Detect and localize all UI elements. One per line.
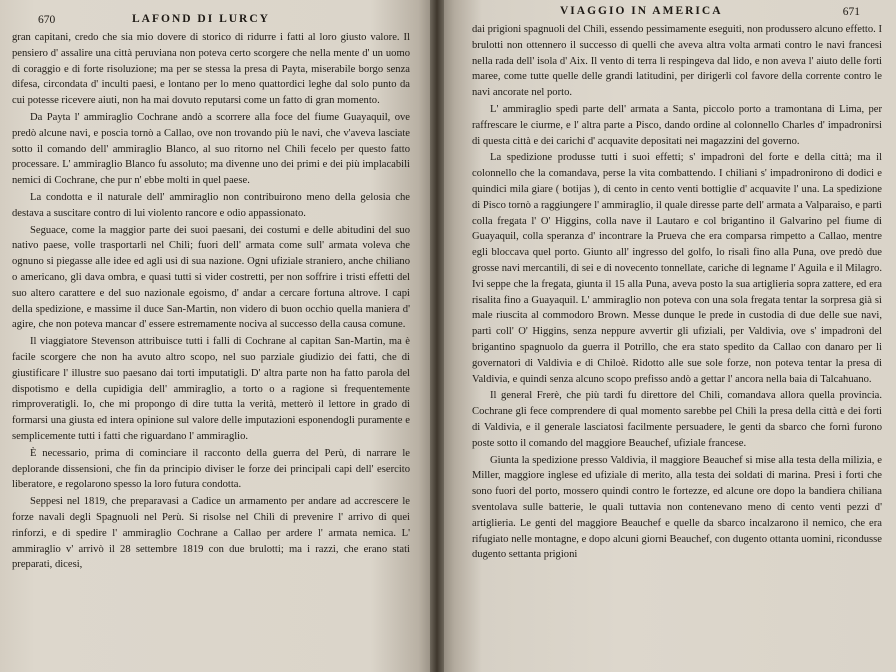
paragraph: Giunta la spedizione presso Valdivia, il maggiore Beauchef si mise alla testa della milizia, e Miller, maggiore inglese ed ufiziale di merito, alla testa dei soldati di marina. Presi i forti che sono fuori del porto, mossero quindi contro le fortezze, ed alcune ore dopo la bandiera chiliana sventolava sulle batterie, le quali tuttavia non contenevano meno di cento venti pezzi d' artiglieria. Le genti del maggiore Beauchef e quelle da sbarco incalzarono il nemico, che era rifugiato nelle montagne, e dopo alcuni giorni Beauchef, con dugento ottanta uomini, ricondusse dugento settanta prigioni bbox=[472, 454, 882, 561]
left-page-header bbox=[8, 10, 412, 30]
right-running-title: VIAGGIO IN AMERICA bbox=[560, 5, 723, 17]
right-page-body bbox=[472, 22, 888, 563]
paragraph: Da Payta l' ammiraglio Cochrane andò a scorrere alla foce del fiume Guayaquil, ove predò alcune navi, e poscia tornò a Callao, ove non trovando più le navi, che v'aveva lasciate sotto il comando dell' ammiraglio Blanco, al suo ritorno nel Chilì fecelo per questo fatto processare. L' ammiraglio Blanco fu assoluto; ma divenne uno dei primi e dei più implacabili nemici di Cochrane, che pur n' ebbe molti in quel paese. bbox=[12, 111, 410, 187]
paragraph: dai prigioni spagnuoli del Chilì, essendo pessimamente eseguiti, non produssero alcuno effetto. I brulotti non ottennero il successo di quelli che aveva altra volta armati contro le navi francesi nella rada dell' isola d' Aix. Il vento di terra li respingeva dal lido, e non aveva l' aiuto delle forti maree, come tutte quelle delle grandi latitudini, per dirigerli col favore della corrente contro le navi ancorate nel porto. bbox=[472, 24, 882, 99]
paragraph: La condotta e il naturale dell' ammiraglio non contribuirono meno della gelosia che destava a suscitare contro di lui violento rancore e odio appassionato. bbox=[12, 191, 410, 219]
paragraph: Seppesi nel 1819, che preparavasi a Cadice un armamento per andare ad accrescere le forze navali degli Spagnuoli nel Perù. Si risolse nel Chilì di prevenire l' arrivo di quei rinforzi, e di spedire l' ammiraglio Cochrane a Callao per ardere l' armata nemica. L' ammiraglio v' arrivò il 28 settembre 1819 con due brulotti; ma i razzi, che erano stati preparati, dicesi, bbox=[12, 496, 410, 571]
left-page-body bbox=[8, 30, 412, 573]
paragraph: gran capitani, credo che sia mio dovere di storico di ridurre i fatti al loro giusto valore. Il pensiero d' assalire una città peruviana non poteva certo scorgere che nella mente d' un uomo di coraggio e di forte risoluzione; ma per se stessa la presa di Payta, miserabile borgo senza difesa, circondata d' inculti paesi, e lontano per lo meno quattordici leghe dal solo punto da cui potesse ricevere aiuti, non ha mai dovuto reputarsi come un fatto di gran momento. bbox=[12, 32, 410, 107]
left-page-number: 670 bbox=[38, 14, 56, 26]
right-page-header bbox=[472, 2, 888, 22]
paragraph: Seguace, come la maggior parte dei suoi paesani, dei costumi e delle abitudini del suo nativo paese, volle trasportarli nel Chilì; fuori dell' armata come sull' armata voleva che ognuno si piegasse alle idee ed agli usi di sua nazione. Ogni ufiziale straniero, anche chiliano o americano, gli dava ombra, e quasi tutti si vider costretti, per non soffrire i tristi effetti del suo altero carattere e del suo nazionale egoismo, d' andar a cercare fortuna altrove. I capi della spedizione, e massime il duce San-Martin, non videro di buon occhio quella maniera d' agire, che non poteva mancar d' essere estremamente nociva al successo della causa comune. bbox=[12, 224, 410, 331]
left-running-title: LAFOND DI LURCY bbox=[132, 13, 270, 25]
book-gutter bbox=[430, 0, 444, 672]
right-page-number: 671 bbox=[842, 6, 860, 18]
right-page bbox=[436, 0, 896, 672]
paragraph: È necessario, prima di cominciare il racconto della guerra del Perù, di narrare le deplorande dissensioni, che fin da principio diviser le forze dei principali capi dell' esercito liberatore, e regolarono spesso la loro futura condotta. bbox=[12, 447, 410, 491]
paragraph: La spedizione produsse tutti i suoi effetti; s' impadronì del forte e della città; ma il colonnello che la comandava, perse la vita combattendo. I chiliani s' impadronirono di dodici e quindici mila giare ( botijas ), di cento in cento venti bottiglie d' acquavite l' una. La spedizione di Pisco tornò a raggiungere l' ammiraglio, il quale diresse parte dell' armata a Valparaiso, e partì colla fregata l' O' Higgins, colla nave il Lautaro e col brigantino il Galvarino pel fiume di Guayaquil, colla speranza d' incontrare la Prueva che era comparsa rimpetto a Callao, mentre egli bloccava quel porto. Giunto all' ingresso del golfo, lo risalì fino alla Puna, ove predò due grosse navi mercantili, di sei e di novecento tonnellate, cariche di legname l' Aguila e il Milagro. Ivi seppe che la fregata, giunta il 15 alla Puna, aveva posto la sua artiglieria sopra zattere, ed era risalita fino a Guayaquil. L' ammiraglio non poteva con una sola fregata tentar la sorpresa già sì male riuscita al commodoro Brown. Messe dunque le prede in custodia di due delle sue navi, partì coll' O' Higgins, senza neppure avvertir gli ufiziali, per Valdivia, ove s' impadronì del brigantino spagnuolo da guerra il Potrillo, che era stato spedito da Callao con danaro per li governatori di Valdivia e di Chiloè. Ridotto alle sue sole forze, non poteva tentar la presa di Valdivia, e quindi senza alcuno scopo prefisso andò a gettar l' ancora nella baia di Talcahuano. bbox=[472, 152, 882, 385]
left-page bbox=[0, 0, 436, 672]
paragraph: L' ammiraglio spedì parte dell' armata a Santa, piccolo porto a tramontana di Lima, per raffrescare le ciurme, e l' altra parte a Pisco, dando ordine al colonnello Charles d' impadronirsi di questa città e dei carichi d' acquavite depositati nei magazzini del governo. bbox=[472, 103, 882, 147]
paragraph: Il viaggiatore Stevenson attribuisce tutti i falli di Cochrane al capitan San-Martin, ma è facile scorgere che non ha avuto altro scopo, nel suo parziale giudizio dei fatti, che di giustificare l' illustre suo paesano dai torti imputatigli. D' altra parte non ha fatto parola del dispotismo e della cupidigia dell' ammiraglio, a torto o a ragione sì frequentemente rimproveratigli. Io, che mi propongo di dire tutta la verità, metterò il lettore in grado di formarsi una giusta ed intera opinione sul valore delle imputazioni esponendogli puramente e semplicemente tutti i fatti che riguardano l' ammiraglio. bbox=[12, 336, 410, 442]
paragraph: Il general Frerè, che più tardi fu direttore del Chilì, comandava allora quella provincia. Cochrane gli fece comprendere di qual momento sarebbe pel Chilì la presa della città e dei forti di Valdivia, e il generale lasciatosi facilmente persuadere, le genti da sbarco che fornì furono poste sotto il comando del maggiore Beauchef, ufiziale francese. bbox=[472, 390, 882, 449]
